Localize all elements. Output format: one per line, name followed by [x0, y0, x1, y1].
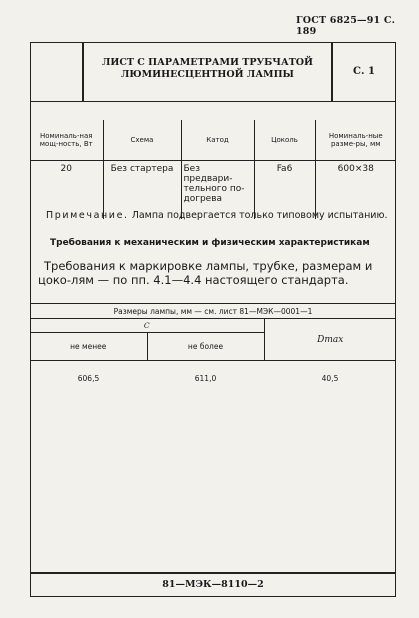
cell-cathode: Без предвари-тельного по-догрева	[181, 161, 254, 220]
requirements-paragraph: Требования к маркировке лампы, трубке, размерам и цоко-лям — по пп. 4.1—4.4 настоящего стандарта.	[38, 259, 373, 287]
col-header-scheme: Схема	[103, 120, 181, 161]
note-label: Примечание.	[46, 210, 129, 221]
col-header-cathode: Катод	[181, 120, 254, 161]
footer-code: 81—МЭК—8110—2	[162, 579, 264, 590]
value-c-max: 611,0	[194, 373, 217, 383]
dimensions-table	[30, 303, 396, 395]
dimensions-values-row	[30, 361, 396, 396]
cell-dimensions: 600×38	[315, 161, 396, 220]
dimensions-caption: Размеры лампы, мм — см. лист 81—МЭК—0001—1	[30, 304, 396, 319]
section-title: Требования к механическим и физическим характеристикам	[50, 238, 370, 248]
lamp-params-header-row	[30, 120, 396, 161]
dimension-d-label: Dmax	[264, 319, 396, 361]
sheet-number: С. 1	[353, 66, 375, 77]
value-d-max: 40,5	[321, 373, 339, 383]
value-c-min: 606,5	[77, 373, 100, 383]
dimension-min-label: не менее	[30, 333, 147, 361]
document-code: ГОСТ 6825—91 С. 189	[296, 15, 396, 37]
dimensions-c-row	[30, 319, 396, 333]
footer-rule	[30, 572, 396, 574]
sheet-title-line1: ЛИСТ С ПАРАМЕТРАМИ ТРУБЧАТОЙ	[101, 57, 314, 68]
col-header-dimensions: Номиналь-ные разме-ры, мм	[315, 120, 396, 161]
sheet-title-line2: ЛЮМИНЕСЦЕНТНОЙ ЛАМПЫ	[121, 69, 294, 80]
dimensions-caption-row	[30, 304, 396, 319]
lamp-params-table	[30, 120, 396, 219]
note-text: Лампа подвергается только типовому испытанию.	[131, 210, 388, 221]
cell-power: 20	[60, 164, 72, 174]
dimension-c-label: C	[30, 319, 264, 333]
dimension-max-label: не более	[147, 333, 264, 361]
title-divider-left	[82, 42, 84, 102]
col-header-power: Номиналь-ная мощ-ность, Вт	[30, 120, 103, 161]
cell-scheme: Без стартера	[103, 161, 181, 220]
title-divider-right	[331, 42, 333, 102]
note	[46, 210, 388, 221]
sheet-title	[86, 57, 329, 81]
col-header-base: Цоколь	[254, 120, 315, 161]
cell-base: Fa6	[254, 161, 315, 220]
